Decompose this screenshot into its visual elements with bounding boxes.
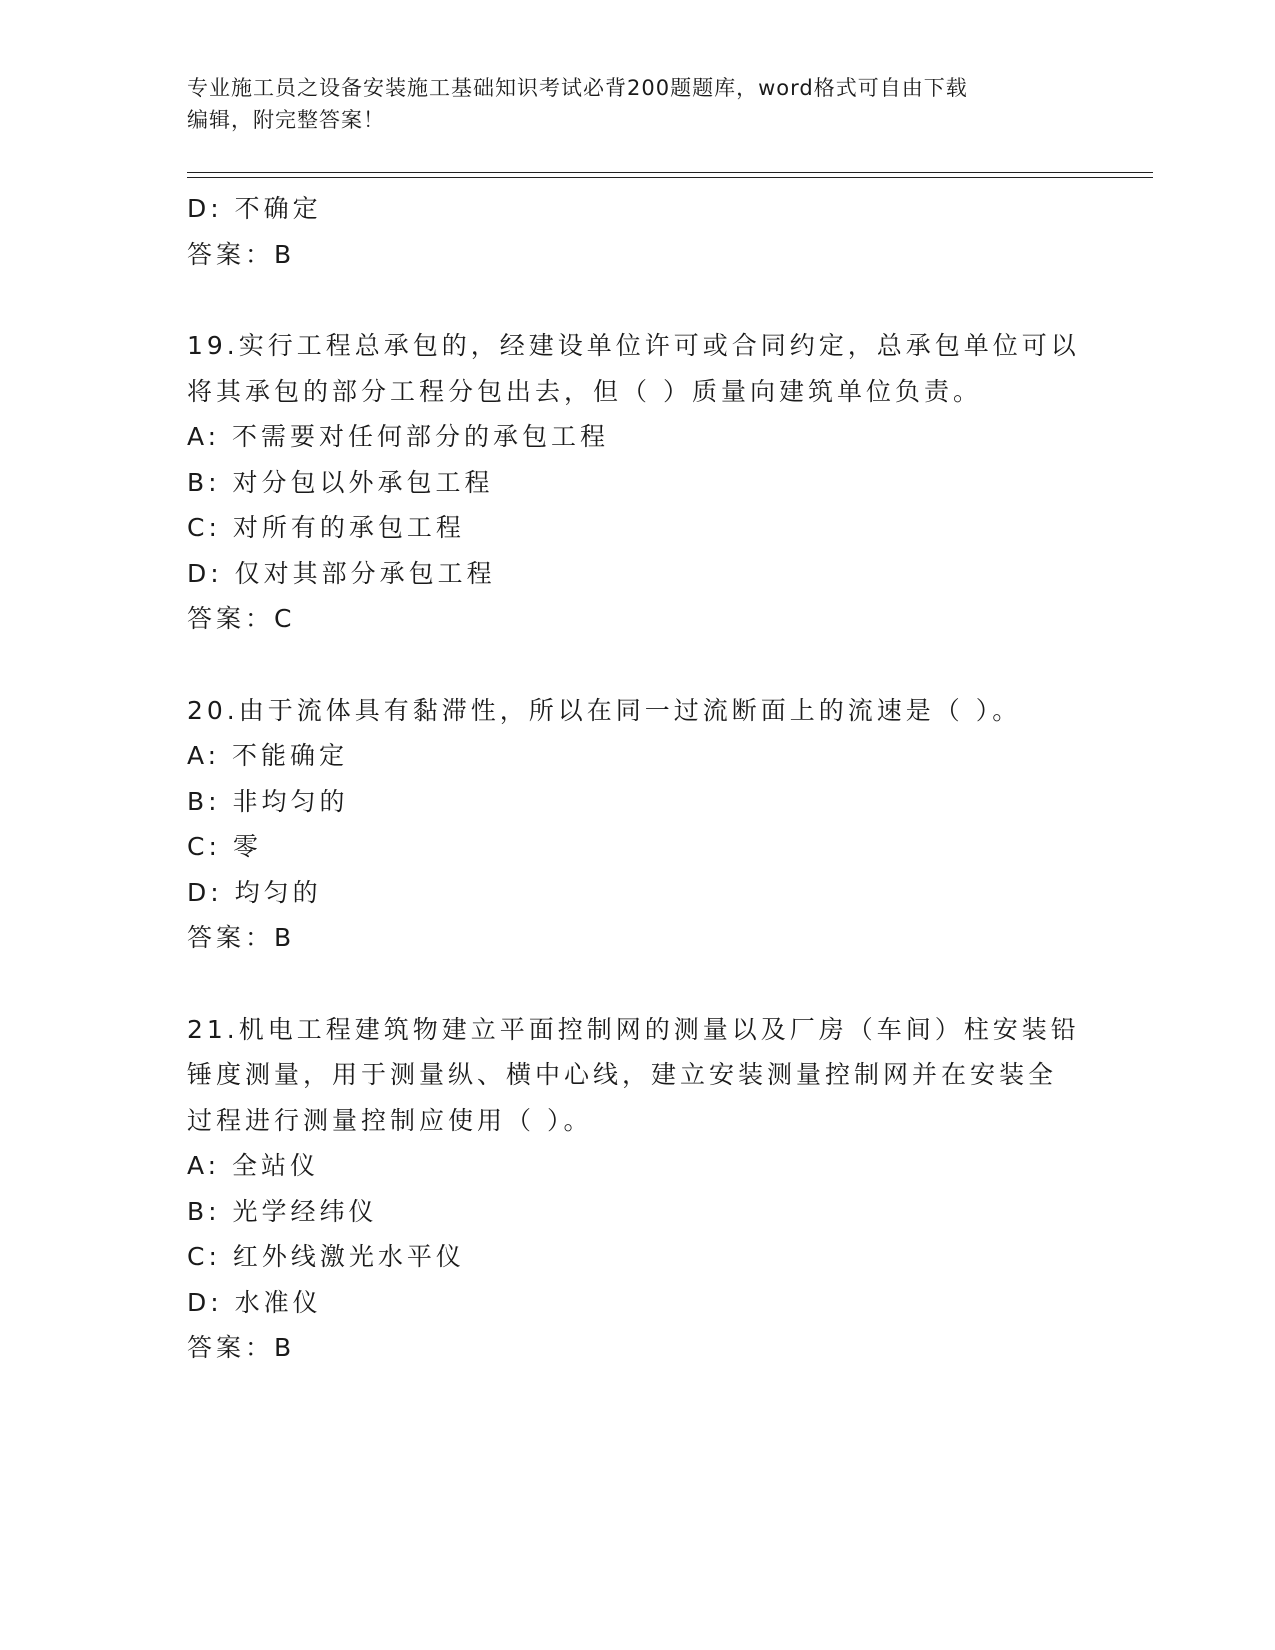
option-a: A: 不能确定 [187,741,349,770]
answer: 答案：B [187,239,296,269]
option-a: A: 全站仪 [187,1151,320,1180]
answer: 答案：B [187,923,296,952]
question-21 [187,1007,1087,1371]
option-b: B: 非均匀的 [187,786,349,816]
question-stem: 19.实行工程总承包的，经建设单位许可或合同约定，总承包单位可以 [187,331,1080,360]
header-title-line-2: 编辑，附完整答案！ [187,108,385,132]
question-stem: 20.由于流体具有黏滞性，所以在同一过流断面上的流速是（ ）。 [187,695,1022,725]
header-title-line-1: 专业施工员之设备安装施工基础知识考试必背200题题库，word格式可自由下载 [187,76,968,100]
option-b: B: 对分包以外承包工程 [187,467,494,497]
question-stem: 将其承包的部分工程分包出去，但（ ）质量向建筑单位负责。 [187,376,982,406]
question-stem: 21.机电工程建筑物建立平面控制网的测量以及厂房（车间）柱安装铅 [187,1014,1080,1044]
answer: 答案：B [187,1333,296,1362]
option-d: D: 均匀的 [187,877,322,907]
option-c: C: 对所有的承包工程 [187,513,465,542]
question-20 [187,688,1087,961]
header-divider-top [187,172,1153,173]
question-list [187,186,1087,1371]
question-stem: 过程进行测量控制应使用（ ）。 [187,1105,593,1135]
option-b: B: 光学经纬仪 [187,1196,378,1226]
option-d: D: 不确定 [187,194,322,223]
question-stem: 锤度测量，用于测量纵、横中心线，建立安装测量控制网并在安装全 [187,1060,1058,1089]
option-d: D: 水准仪 [187,1287,322,1317]
option-c: C: 零 [187,832,262,861]
option-d: D: 仅对其部分承包工程 [187,558,496,588]
header-divider-bottom [187,177,1153,178]
option-c: C: 红外线激光水平仪 [187,1242,465,1271]
option-a: A: 不需要对任何部分的承包工程 [187,422,610,451]
question-19 [187,323,1087,642]
document-header [187,72,1067,136]
answer: 答案：C [187,604,296,633]
